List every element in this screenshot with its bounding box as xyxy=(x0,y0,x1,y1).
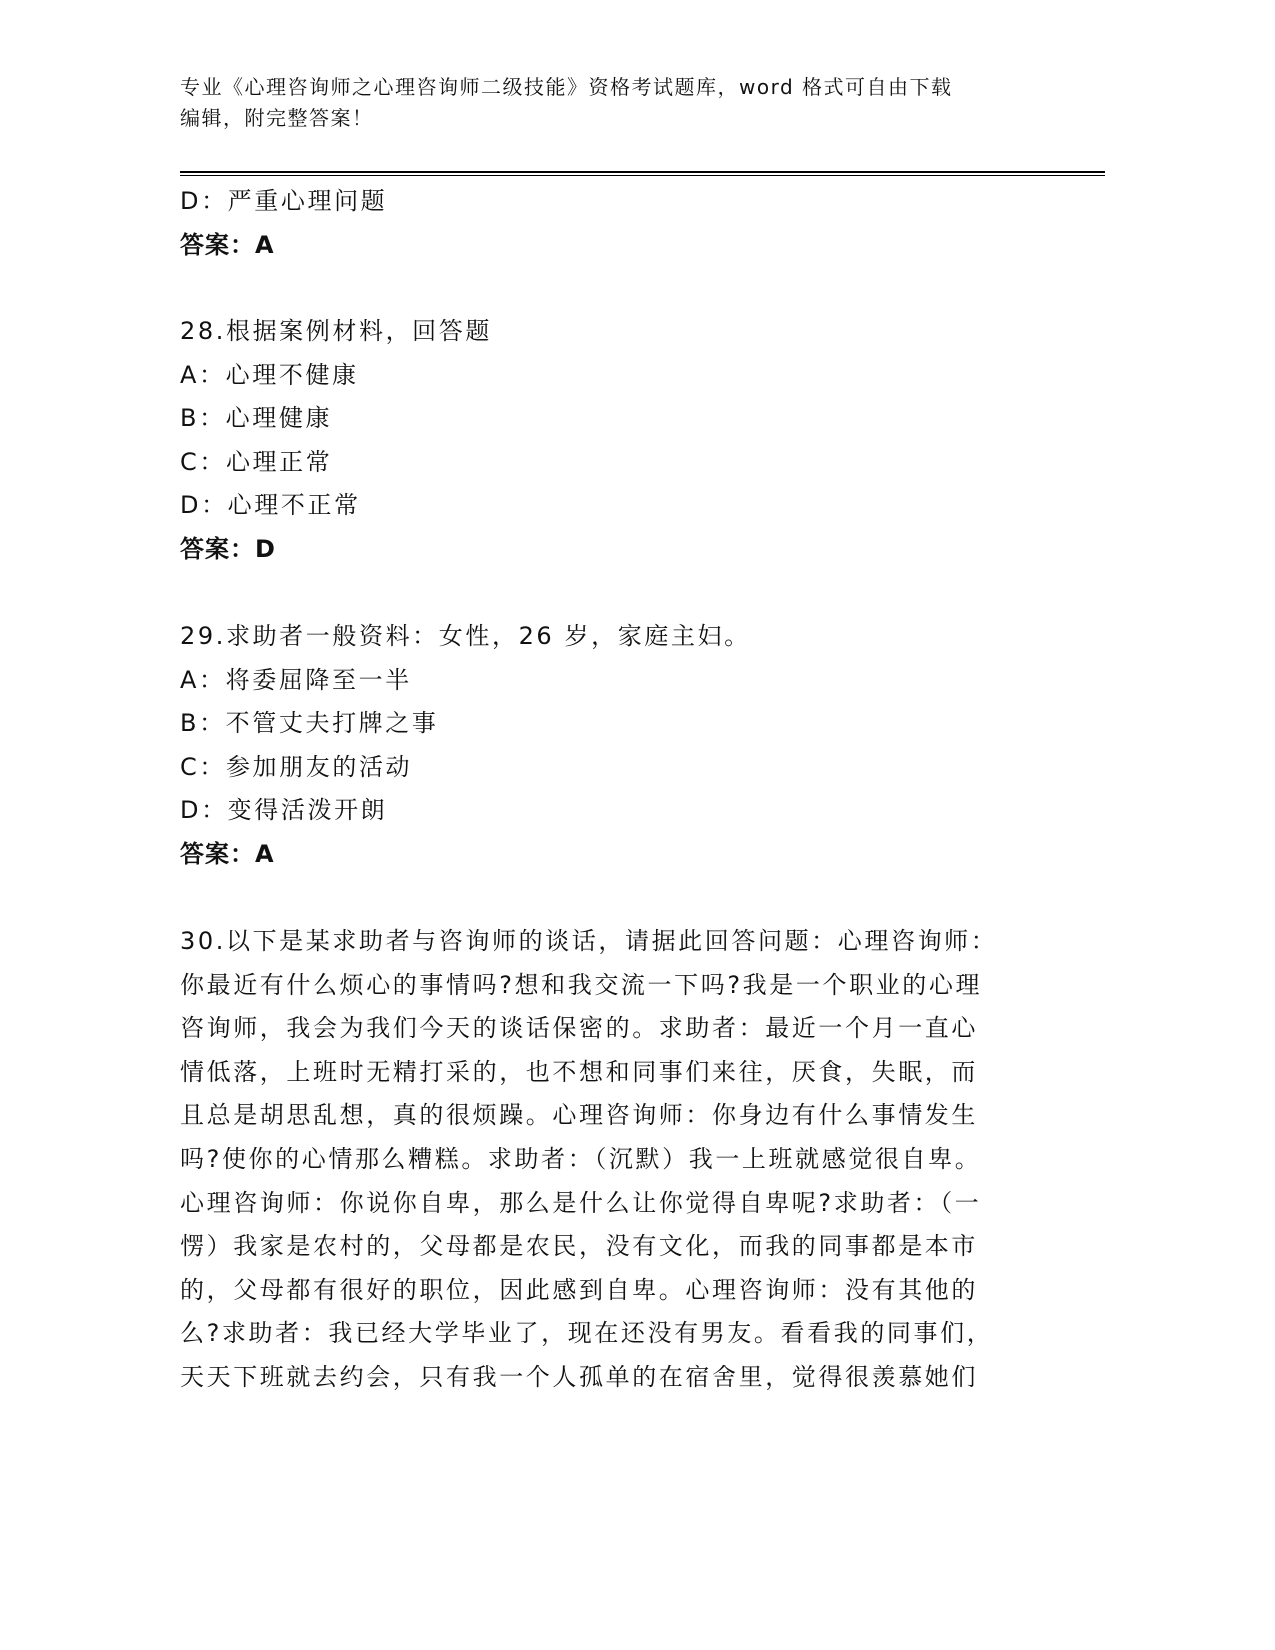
question-28 xyxy=(180,310,492,572)
question-29 xyxy=(180,615,751,877)
question-line: 天天下班就去约会，只有我一个人孤单的在宿舍里，觉得很羡慕她们 xyxy=(180,1362,978,1391)
question-line: 且总是胡思乱想，真的很烦躁。心理咨询师：你身边有什么事情发生 xyxy=(180,1101,978,1130)
option-c: C：参加朋友的活动 xyxy=(180,752,413,781)
header-line: 专业《心理咨询师之心理咨询师二级技能》资格考试题库，word 格式可自由下载 xyxy=(180,75,953,99)
question-line: 心理咨询师：你说你自卑，那么是什么让你觉得自卑呢?求助者：（一 xyxy=(180,1188,982,1217)
header-divider xyxy=(180,175,1105,176)
answer: 答案：D xyxy=(180,534,276,563)
question-line: 30.以下是某求助者与咨询师的谈话，请据此回答问题：心理咨询师： xyxy=(180,927,998,955)
document-header xyxy=(180,72,953,134)
option-a: A：将委屈降至一半 xyxy=(180,665,412,694)
option-d: D：变得活泼开朗 xyxy=(180,796,388,825)
option-b: B：心理健康 xyxy=(180,404,333,433)
question-line: 的，父母都有很好的职位，因此感到自卑。心理咨询师：没有其他的 xyxy=(180,1275,978,1304)
question-line: 愣）我家是农村的，父母都是农民，没有文化，而我的同事都是本市 xyxy=(180,1232,978,1261)
header-line: 编辑，附完整答案！ xyxy=(180,106,374,130)
answer: 答案：A xyxy=(180,230,275,259)
option-a: A：心理不健康 xyxy=(180,360,359,389)
answer: 答案：A xyxy=(180,839,275,868)
header-divider xyxy=(180,171,1105,173)
option-b: B：不管丈夫打牌之事 xyxy=(180,709,439,738)
option-c: C：心理正常 xyxy=(180,447,333,476)
option-d: D：严重心理问题 xyxy=(180,187,388,215)
question-line: 你最近有什么烦心的事情吗?想和我交流一下吗?我是一个职业的心理 xyxy=(180,970,983,999)
question-text: 28.根据案例材料，回答题 xyxy=(180,317,492,345)
question-text: 29.求助者一般资料：女性，26 岁，家庭主妇。 xyxy=(180,622,751,650)
option-d: D：心理不正常 xyxy=(180,491,361,520)
question-line: 吗?使你的心情那么糟糕。求助者：（沉默）我一上班就感觉很自卑。 xyxy=(180,1144,982,1173)
previous-question-tail xyxy=(180,180,387,267)
question-line: 咨询师，我会为我们今天的谈话保密的。求助者：最近一个月一直心 xyxy=(180,1014,978,1043)
question-line: 情低落，上班时无精打采的，也不想和同事们来往，厌食，失眠，而 xyxy=(180,1057,978,1086)
question-line: 么?求助者：我已经大学毕业了，现在还没有男友。看看我的同事们， xyxy=(180,1319,994,1348)
question-30 xyxy=(180,920,997,1400)
